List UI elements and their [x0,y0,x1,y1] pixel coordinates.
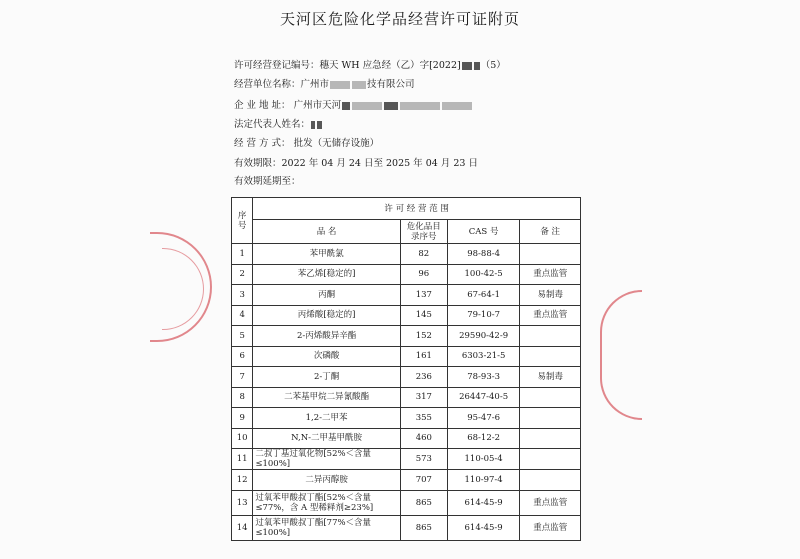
cell-catalog: 865 [400,515,447,540]
validity-line [234,155,478,169]
cell-catalog: 355 [400,408,447,429]
cell-name: 丙酮 [253,285,400,306]
cell-name: 2-丙烯酸异辛酯 [253,326,400,347]
redaction-mark [474,62,480,70]
cell-name: 二苯基甲烷二异氰酸酯 [253,387,400,408]
table-row [232,346,581,367]
address-label: 企 业 地 址： [234,100,291,111]
redaction-mark [462,62,472,70]
redaction-mark [330,81,350,89]
cell-no: 4 [232,305,253,326]
license-number-suffix: （5） [480,60,506,71]
validity-value: 2022 年 04 月 24 日至 2025 年 04 月 23 日 [281,158,478,169]
cell-name: 1,2-二甲苯 [253,408,400,429]
redaction-mark [352,81,366,89]
cell-remark: 易制毒 [520,285,581,306]
cell-no: 14 [232,515,253,540]
cell-remark [520,387,581,408]
cell-no: 10 [232,428,253,449]
extension-line [234,173,301,187]
cas-header: CAS 号 [447,220,520,244]
red-seal-stamp [600,290,642,420]
cell-no: 8 [232,387,253,408]
cell-remark [520,326,581,347]
cell-cas: 614-45-9 [447,490,520,515]
cell-cas: 78-93-3 [447,367,520,388]
red-seal-stamp [150,232,212,342]
redaction-mark [311,121,315,129]
cell-cas: 6303-21-5 [447,346,520,367]
cell-catalog: 707 [400,470,447,491]
table-row [232,305,581,326]
redaction-mark [442,102,472,110]
cell-cas: 67-64-1 [447,285,520,306]
cell-remark: 易制毒 [520,367,581,388]
business-mode-line [234,135,379,149]
remark-header: 备 注 [520,220,581,244]
cell-name: 次磷酸 [253,346,400,367]
cell-catalog: 82 [400,244,447,265]
cell-no: 7 [232,367,253,388]
business-mode-value: 批发（无储存设施） [293,138,380,149]
cell-name: 二叔丁基过氧化物[52%＜含量≤100%] [253,449,400,470]
cell-catalog: 460 [400,428,447,449]
cell-no: 6 [232,346,253,367]
cell-no: 1 [232,244,253,265]
table-row [232,367,581,388]
company-suffix: 技有限公司 [367,79,415,90]
cell-cas: 110-05-4 [447,449,520,470]
cell-name: 过氧苯甲酸叔丁酯[77%＜含量≤100%] [253,515,400,540]
cell-remark: 重点监管 [520,490,581,515]
redaction-mark [400,102,440,110]
cell-cas: 95-47-6 [447,408,520,429]
cell-cas: 79-10-7 [447,305,520,326]
table-row [232,326,581,347]
redaction-mark [342,102,350,110]
table-row [232,490,581,515]
cell-remark [520,346,581,367]
table-row [232,428,581,449]
cell-catalog: 865 [400,490,447,515]
validity-label: 有效期限： [234,158,282,169]
table-subheader-row [232,220,581,244]
cell-no: 12 [232,470,253,491]
cell-name: 苯甲酰氯 [253,244,400,265]
catalog-header: 危化品目录序号 [400,220,447,244]
seq-header: 序 号 [232,198,253,244]
redaction-mark [317,121,322,129]
address-line [234,97,473,111]
red-seal-inner-ring [162,248,204,330]
table-row [232,449,581,470]
cell-cas: 26447-40-5 [447,387,520,408]
license-number-line [234,57,506,71]
business-mode-label: 经 营 方 式： [234,138,291,149]
cell-cas: 110-97-4 [447,470,520,491]
cell-remark: 重点监管 [520,305,581,326]
table-row [232,387,581,408]
cell-catalog: 236 [400,367,447,388]
cell-catalog: 137 [400,285,447,306]
extension-label: 有效期延期至： [234,176,301,187]
table-header-row [232,198,581,220]
cell-catalog: 96 [400,264,447,285]
table-row [232,264,581,285]
cell-catalog: 573 [400,449,447,470]
cell-catalog: 152 [400,326,447,347]
cell-remark [520,244,581,265]
cell-remark: 重点监管 [520,264,581,285]
address-prefix: 广州市天河 [293,100,342,111]
cell-cas: 614-45-9 [447,515,520,540]
document-title: 天河区危险化学品经营许可证附页 [279,10,520,28]
cell-cas: 68-12-2 [447,428,520,449]
table-row [232,244,581,265]
name-header: 品 名 [253,220,400,244]
cell-name: 二异丙醇胺 [253,470,400,491]
company-line [234,76,415,90]
cell-remark [520,470,581,491]
scope-header: 许 可 经 营 范 围 [253,198,581,220]
cell-no: 3 [232,285,253,306]
cell-no: 11 [232,449,253,470]
cell-name: 苯乙烯[稳定的] [253,264,400,285]
license-number-prefix: 穗天 WH 应急经（乙）字[2022] [319,60,461,71]
cell-name: 2-丁酮 [253,367,400,388]
cell-remark [520,449,581,470]
cell-remark [520,408,581,429]
table-row [232,470,581,491]
cell-cas: 100-42-5 [447,264,520,285]
cell-no: 2 [232,264,253,285]
company-prefix: 广州市 [300,79,330,90]
cell-name: N,N-二甲基甲酰胺 [253,428,400,449]
cell-remark: 重点监管 [520,515,581,540]
cell-cas: 98-88-4 [447,244,520,265]
redaction-mark [384,102,398,110]
cell-name: 过氧苯甲酸叔丁酯[52%＜含量≤77%，含 A 型稀释剂≥23%] [253,490,400,515]
cell-remark [520,428,581,449]
cell-no: 13 [232,490,253,515]
cell-no: 9 [232,408,253,429]
company-label: 经营单位名称： [234,79,301,90]
license-scope-table [231,197,581,541]
cell-catalog: 317 [400,387,447,408]
redaction-mark [352,102,382,110]
table-row [232,408,581,429]
representative-label: 法定代表人姓名： [234,119,311,130]
table-row [232,285,581,306]
representative-line [234,116,323,130]
cell-name: 丙烯酸[稳定的] [253,305,400,326]
cell-catalog: 145 [400,305,447,326]
license-number-label: 许可经营登记编号： [234,60,320,71]
cell-no: 5 [232,326,253,347]
cell-catalog: 161 [400,346,447,367]
cell-cas: 29590-42-9 [447,326,520,347]
table-row [232,515,581,540]
